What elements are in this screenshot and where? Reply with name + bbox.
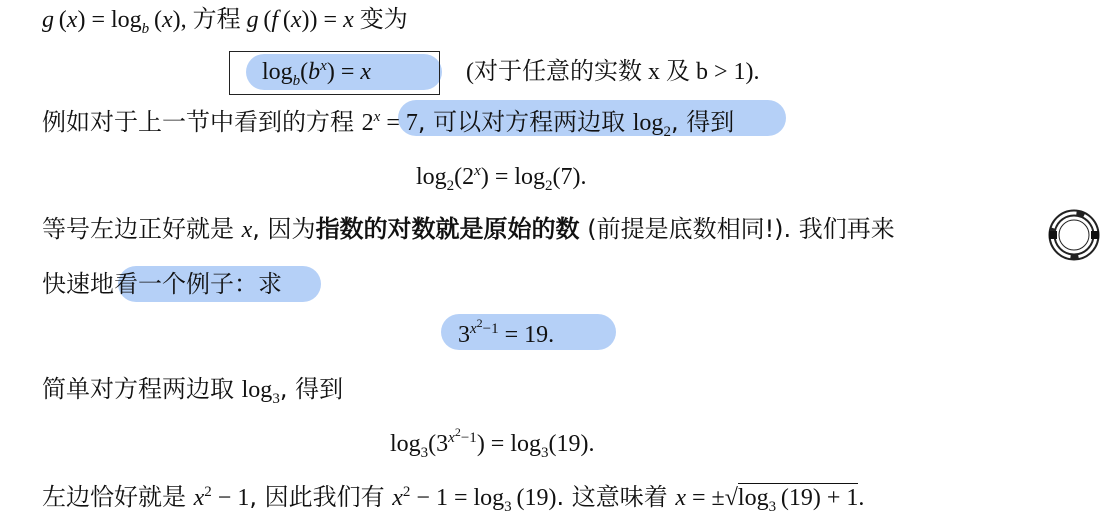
- line-5-prefix: 等号左边正好就是: [42, 215, 234, 243]
- line-3-mid: , 可以对方程两边取: [417, 108, 626, 136]
- number-seven: 7: [405, 110, 418, 136]
- line-10-prefix: 左边恰好就是: [42, 483, 186, 511]
- line-1-text: 方程: [192, 5, 241, 33]
- number-nineteen: 19: [524, 485, 549, 511]
- line-10-suffix: . 这意味着: [556, 483, 668, 511]
- line-6: [42, 267, 282, 301]
- line-5: 等号左边正好就是 x, 因为指数的对数就是原始的数 (前提是底数相同!). 我们再来: [42, 215, 895, 243]
- line-6-part-a: 快速地: [42, 270, 114, 298]
- line-10-mid: , 因此我们有: [249, 483, 385, 511]
- boxed-equation: $\log_b(b^x) = x$: [262, 58, 372, 89]
- line-6-part-b: 看一个例子：求: [114, 270, 282, 298]
- line-3: 例如对于上一节中看到的方程 $2^x = 7$, 可以对方程两边取 $\log_2$, 得到: [42, 108, 735, 140]
- line-5-suffix: (前提是底数相同!). 我们再来: [587, 215, 895, 243]
- bold-phrase: 指数的对数就是原始的数: [315, 215, 580, 243]
- line-3-prefix: 例如对于上一节中看到的方程: [42, 108, 354, 136]
- lifebuoy-icon[interactable]: [1047, 208, 1101, 262]
- line-8-suffix: , 得到: [279, 375, 344, 403]
- line-8: 简单对方程两边取 $\log_3$, 得到: [42, 375, 344, 407]
- line-2-condition: (对于任意的实数 x 及 b > 1).: [466, 59, 760, 85]
- display-equation-3: $\log_3(3^{x^2-1}) = \log_3(19)$.: [390, 425, 595, 461]
- line-3-suffix: , 得到: [670, 108, 735, 136]
- display-equation-2: $3^{x^2-1} = 19$.: [458, 316, 555, 348]
- line-8-prefix: 简单对方程两边取: [42, 375, 234, 403]
- display-equation-1: $\log_2(2^x) = \log_2(7)$.: [416, 163, 587, 194]
- line-5-mid: , 因为: [252, 215, 316, 243]
- line-1: g $(x) = \log_b (x)$, 方程 g (f (x)) = x 变为: [42, 5, 408, 37]
- line-10: 左边恰好就是 $x^2 - 1$, 因此我们有 $x^2 - 1 = \log_3 (19)$. 这意味着 $x = \pm√\log_3$ (19) + 1.: [42, 483, 865, 515]
